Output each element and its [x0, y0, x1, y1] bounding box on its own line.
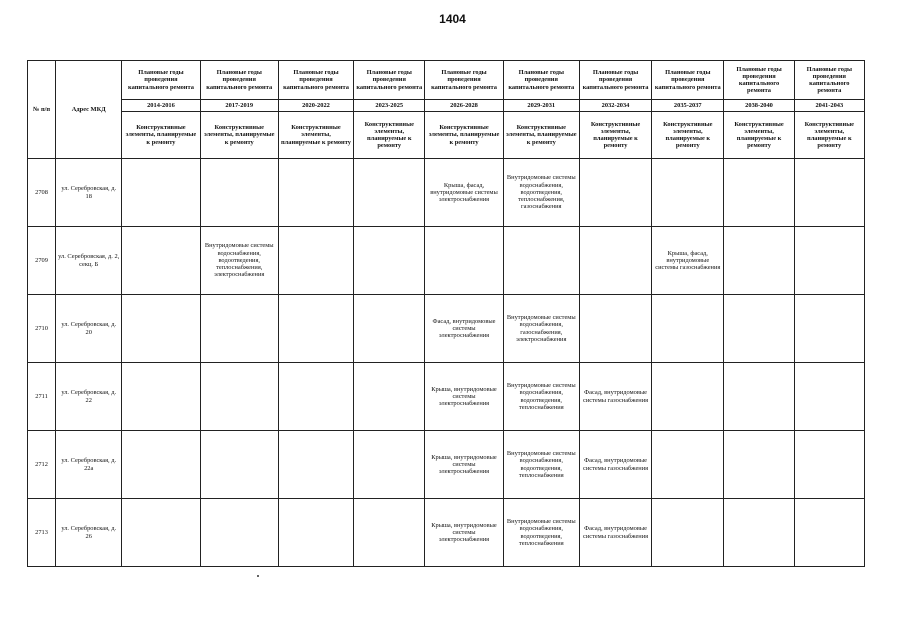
- repair-elements-cell: [200, 499, 278, 567]
- repair-elements-cell: [794, 159, 864, 227]
- table-row: [28, 431, 865, 499]
- period-elements-header: Конструктивные элементы, планируемые к ремонту: [579, 112, 651, 159]
- repair-elements-cell: [724, 227, 794, 295]
- repair-elements-text: Внутридомовые системы водоснабжения, водоотведения, теплоснабжения: [506, 382, 576, 411]
- repair-elements-cell: [652, 363, 724, 431]
- repair-elements-text: Фасад, внутридомовые системы газоснабжения: [582, 525, 649, 540]
- repair-elements-cell: [579, 431, 651, 499]
- building-address: ул. Серебровская, д. 26: [56, 499, 122, 567]
- table-row: [28, 227, 865, 295]
- period-years-header: 2014-2016: [122, 100, 200, 112]
- repair-elements-text: Внутридомовые системы водоснабжения, водоотведения, теплоснабжения: [506, 518, 576, 547]
- repair-elements-text: Крыша, внутридомовые системы электроснабжения: [431, 521, 497, 544]
- period-years-header: 2020-2022: [278, 100, 353, 112]
- repair-elements-cell: [652, 295, 724, 363]
- repair-elements-text: Крыша, фасад, внутридомовые системы электроснабжения: [430, 181, 498, 204]
- table-row: [28, 295, 865, 363]
- period-title-header: Плановые годы проведения капитального ремонта: [200, 61, 278, 100]
- period-elements-header: Конструктивные элементы, планируемые к ремонту: [122, 112, 200, 159]
- period-years-header: 2017-2019: [200, 100, 278, 112]
- repair-elements-cell: [794, 227, 864, 295]
- row-number: 2710: [28, 295, 56, 363]
- repair-elements-cell: [724, 363, 794, 431]
- period-title-header: Плановые годы проведения капитального ремонта: [425, 61, 503, 100]
- repair-elements-cell: [579, 499, 651, 567]
- column-header-number: № п/п: [28, 61, 56, 159]
- column-header-address: Адрес МКД: [56, 61, 122, 159]
- period-elements-header: Конструктивные элементы, планируемые к ремонту: [200, 112, 278, 159]
- period-elements-header: Конструктивные элементы, планируемые к ремонту: [503, 112, 579, 159]
- period-title-header: Плановые годы проведения капитального ремонта: [794, 61, 864, 100]
- repair-elements-cell: [425, 159, 503, 227]
- repair-elements-cell: [724, 499, 794, 567]
- period-elements-header: Конструктивные элементы, планируемые к ремонту: [425, 112, 503, 159]
- repair-elements-cell: [278, 363, 353, 431]
- period-years-header: 2035-2037: [652, 100, 724, 112]
- repair-elements-cell: [794, 431, 864, 499]
- period-years-header: 2038-2040: [724, 100, 794, 112]
- repair-elements-cell: [579, 159, 651, 227]
- repair-elements-cell: [122, 227, 200, 295]
- building-address: ул. Серебровская, д. 2, секц. Б: [56, 227, 122, 295]
- repair-elements-text: Крыша, внутридомовые системы электроснабжения: [431, 385, 497, 408]
- period-title-header: Плановые годы проведения капитального ремонта: [652, 61, 724, 100]
- repair-elements-cell: [425, 295, 503, 363]
- repair-elements-cell: [503, 431, 579, 499]
- repair-elements-cell: [724, 159, 794, 227]
- repair-elements-cell: [579, 363, 651, 431]
- row-number: 2709: [28, 227, 56, 295]
- repair-elements-cell: [503, 363, 579, 431]
- repair-elements-cell: [724, 295, 794, 363]
- repair-elements-cell: [652, 227, 724, 295]
- repair-elements-cell: [652, 499, 724, 567]
- building-address: ул. Серебровская, д. 20: [56, 295, 122, 363]
- repair-elements-cell: [278, 227, 353, 295]
- period-title-header: Плановые годы проведения капитального ремонта: [724, 61, 794, 100]
- repair-elements-cell: [354, 227, 425, 295]
- row-number: 2708: [28, 159, 56, 227]
- period-elements-header: Конструктивные элементы, планируемые к ремонту: [652, 112, 724, 159]
- repair-elements-cell: [724, 431, 794, 499]
- repair-elements-text: Внутридомовые системы водоснабжения, водоотведения, теплоснабжения: [506, 450, 576, 479]
- repair-elements-cell: [354, 431, 425, 499]
- period-elements-header: Конструктивные элементы, планируемые к ремонту: [794, 112, 864, 159]
- period-years-header: 2029-2031: [503, 100, 579, 112]
- period-years-header: 2032-2034: [579, 100, 651, 112]
- repair-elements-cell: [278, 159, 353, 227]
- repair-elements-cell: [425, 227, 503, 295]
- repair-elements-cell: [503, 159, 579, 227]
- repair-elements-cell: [503, 295, 579, 363]
- repair-elements-cell: [503, 499, 579, 567]
- repair-elements-cell: [200, 431, 278, 499]
- repair-elements-cell: [503, 227, 579, 295]
- repair-elements-text: Внутридомовые системы водоснабжения, водоотведения, теплоснабжения, газоснабжения: [506, 174, 576, 211]
- building-address: ул. Серебровская, д. 22а: [56, 431, 122, 499]
- repair-elements-cell: [794, 295, 864, 363]
- repair-elements-text: Фасад, внутридомовые системы газоснабжения: [582, 389, 649, 404]
- repair-elements-cell: [278, 499, 353, 567]
- repair-elements-cell: [122, 431, 200, 499]
- repair-elements-cell: [354, 499, 425, 567]
- period-years-header: 2041-2043: [794, 100, 864, 112]
- repair-elements-text: Крыша, внутридомовые системы электроснабжения: [431, 453, 497, 476]
- repair-elements-cell: [425, 499, 503, 567]
- repair-elements-cell: [794, 499, 864, 567]
- period-elements-header: Конструктивные элементы, планируемые к ремонту: [354, 112, 425, 159]
- repair-elements-cell: [200, 159, 278, 227]
- row-number: 2713: [28, 499, 56, 567]
- repair-elements-text: Фасад, внутридомовые системы газоснабжения: [582, 457, 649, 472]
- period-title-header: Плановые годы проведения капитального ремонта: [122, 61, 200, 100]
- repair-elements-cell: [652, 431, 724, 499]
- capital-repair-table: [27, 60, 865, 567]
- repair-elements-cell: [200, 227, 278, 295]
- repair-elements-cell: [652, 159, 724, 227]
- table-row: [28, 159, 865, 227]
- repair-elements-cell: [278, 431, 353, 499]
- period-years-header: 2023-2025: [354, 100, 425, 112]
- building-address: ул. Серебровская, д. 22: [56, 363, 122, 431]
- period-title-header: Плановые годы проведения капитального ремонта: [354, 61, 425, 100]
- period-elements-header: Конструктивные элементы, планируемые к ремонту: [278, 112, 353, 159]
- table-row: [28, 363, 865, 431]
- table-row: [28, 499, 865, 567]
- period-title-header: Плановые годы проведения капитального ремонта: [579, 61, 651, 100]
- stray-mark: [257, 575, 259, 577]
- repair-elements-cell: [200, 295, 278, 363]
- repair-elements-cell: [425, 363, 503, 431]
- repair-elements-cell: [354, 295, 425, 363]
- repair-elements-cell: [425, 431, 503, 499]
- period-years-header: 2026-2028: [425, 100, 503, 112]
- repair-elements-cell: [579, 227, 651, 295]
- repair-elements-text: Крыша, фасад, внутридомовые системы газоснабжения: [655, 249, 721, 272]
- repair-elements-cell: [579, 295, 651, 363]
- period-title-header: Плановые годы проведения капитального ремонта: [503, 61, 579, 100]
- page-number: 1404: [439, 12, 466, 26]
- repair-elements-cell: [794, 363, 864, 431]
- building-address: ул. Серебровская, д. 18: [56, 159, 122, 227]
- repair-elements-cell: [122, 159, 200, 227]
- period-title-header: Плановые годы проведения капитального ремонта: [278, 61, 353, 100]
- repair-elements-text: Внутридомовые системы водоснабжения, газоснабжения, электроснабжения: [506, 314, 576, 343]
- repair-elements-cell: [122, 363, 200, 431]
- repair-elements-cell: [354, 363, 425, 431]
- repair-elements-cell: [122, 499, 200, 567]
- repair-elements-cell: [200, 363, 278, 431]
- repair-elements-cell: [354, 159, 425, 227]
- period-elements-header: Конструктивные элементы, планируемые к ремонту: [724, 112, 794, 159]
- row-number: 2711: [28, 363, 56, 431]
- row-number: 2712: [28, 431, 56, 499]
- repair-elements-cell: [278, 295, 353, 363]
- repair-elements-cell: [122, 295, 200, 363]
- repair-elements-text: Внутридомовые системы водоснабжения, водоотведения, теплоснабжения, электроснабжения: [204, 242, 274, 279]
- repair-elements-text: Фасад, внутридомовые системы электроснабжения: [432, 317, 496, 340]
